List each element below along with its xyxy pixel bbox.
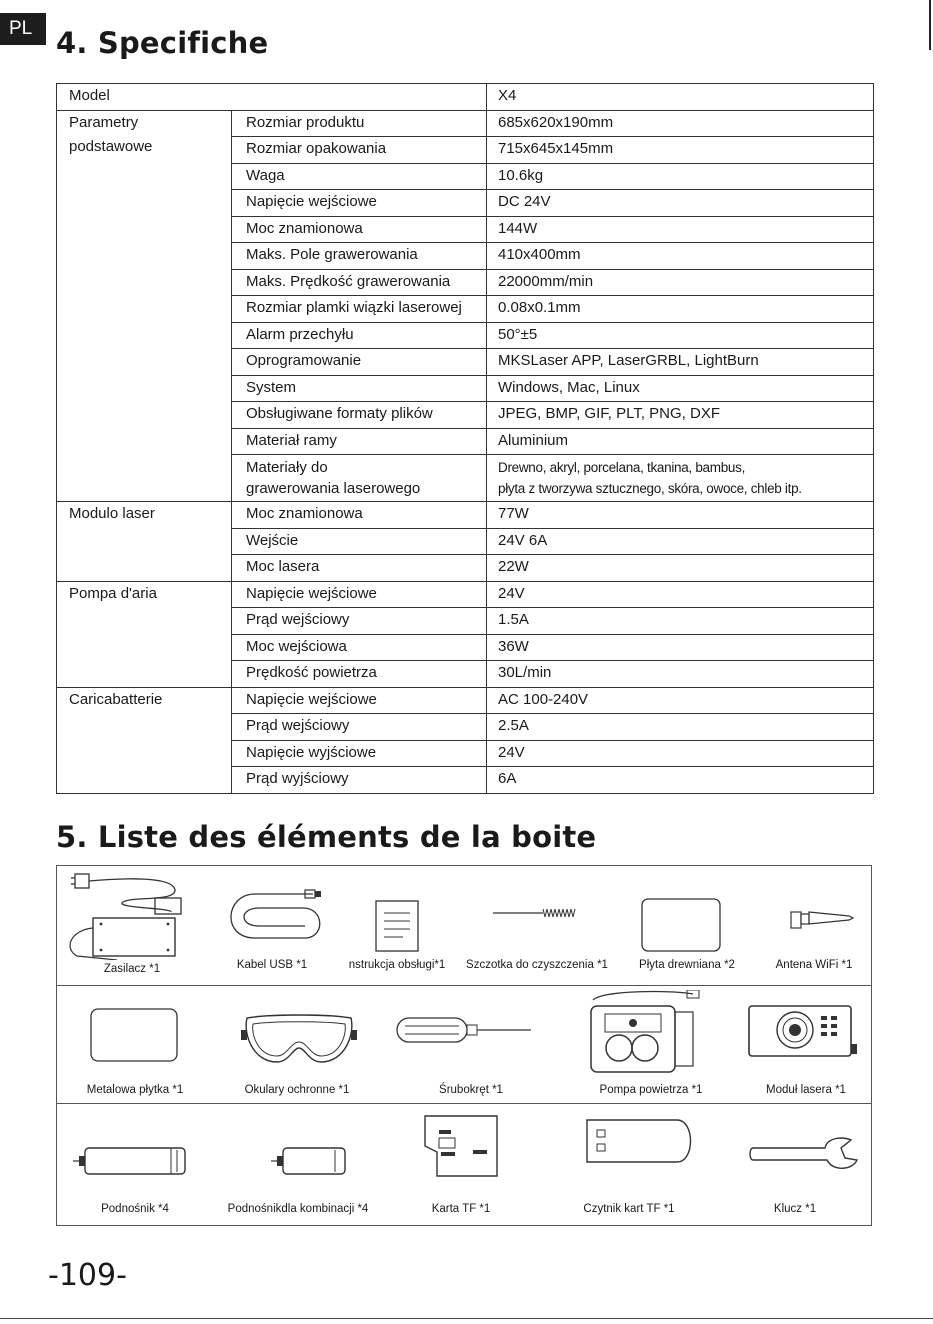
box-row-1 <box>57 866 871 986</box>
box-item-caption: Antena WiFi *1 <box>775 959 853 971</box>
spec-group-label: Parametry podstawowe <box>57 110 232 502</box>
spec-param-name: Napięcie wejściowe <box>232 687 487 714</box>
box-item-manual <box>337 866 457 986</box>
language-tab: PL <box>0 13 46 45</box>
page-edge-mark <box>929 0 931 50</box>
spec-param-name: Alarm przechyłu <box>232 322 487 349</box>
spec-param-name: Moc lasera <box>232 555 487 582</box>
box-item-caption: nstrukcja obsługi*1 <box>348 959 446 971</box>
spec-param-name: Materiały do grawerowania laserowego <box>232 455 487 502</box>
spec-param-value: 77W <box>487 502 874 529</box>
tf-card-icon <box>423 1114 499 1178</box>
cleaning-brush-icon <box>493 906 579 920</box>
model-value: X4 <box>487 84 874 111</box>
spec-param-name: Obsługiwane formaty plików <box>232 402 487 429</box>
spec-param-value: 10.6kg <box>487 163 874 190</box>
page-bottom-rule <box>0 1318 933 1319</box>
box-item-usb-cable <box>207 866 337 986</box>
spec-param-value: 22000mm/min <box>487 269 874 296</box>
specifications-table <box>56 83 874 794</box>
model-label: Model <box>57 84 487 111</box>
spec-param-value: JPEG, BMP, GIF, PLT, PNG, DXF <box>487 402 874 429</box>
spec-param-name: Maks. Pole grawerowania <box>232 243 487 270</box>
spec-param-name: Prąd wejściowy <box>232 608 487 635</box>
spec-param-name: Wejście <box>232 528 487 555</box>
box-item-caption: Pompa powietrza *1 <box>599 1084 703 1096</box>
spec-param-value: 2.5A <box>487 714 874 741</box>
spec-group-label: Caricabatterie <box>57 687 232 793</box>
spec-param-name: Prędkość powietrza <box>232 661 487 688</box>
air-pump-icon <box>583 990 719 1074</box>
spec-param-value: 0.08x0.1mm <box>487 296 874 323</box>
spec-param-value: 30L/min <box>487 661 874 688</box>
spec-param-name: Rozmiar plamki wiązki laserowej <box>232 296 487 323</box>
spec-param-value: MKSLaser APP, LaserGRBL, LightBurn <box>487 349 874 376</box>
box-item-wood-board <box>617 866 757 986</box>
wifi-antenna-icon <box>789 906 855 932</box>
box-item-metal-plate <box>57 986 213 1104</box>
spec-param-name: Napięcie wyjściowe <box>232 740 487 767</box>
spec-param-value: Windows, Mac, Linux <box>487 375 874 402</box>
box-item-wrench <box>719 1104 871 1225</box>
spec-param-name: Prąd wyjściowy <box>232 767 487 794</box>
box-item-safety-goggles <box>213 986 381 1104</box>
box-item-air-pump <box>561 986 741 1104</box>
laser-module-icon <box>745 1002 861 1062</box>
spec-param-value: 715x645x145mm <box>487 137 874 164</box>
box-item-laser-module <box>741 986 871 1104</box>
box-item-cleaning-brush <box>457 866 617 986</box>
spec-param-name: Materiał ramy <box>232 428 487 455</box>
spec-param-name: Oprogramowanie <box>232 349 487 376</box>
box-item-caption: Podnośnik *4 <box>101 1203 169 1215</box>
usb-cable-icon <box>215 886 327 946</box>
spec-param-value: AC 100-240V <box>487 687 874 714</box>
box-item-caption: Klucz *1 <box>773 1203 817 1215</box>
combo-riser-icon <box>271 1146 351 1176</box>
box-item-combo-riser <box>213 1104 383 1225</box>
spec-param-name: Rozmiar opakowania <box>232 137 487 164</box>
spec-param-value: Drewno, akryl, porcelana, tkanina, bambus, płyta z tworzywa sztucznego, skóra, owoce, chleb itp. <box>487 455 874 502</box>
screwdriver-icon <box>395 1016 535 1044</box>
spec-param-name: Napięcie wejściowe <box>232 581 487 608</box>
spec-param-name: Maks. Prędkość grawerowania <box>232 269 487 296</box>
spec-row <box>57 502 874 529</box>
box-item-card-reader <box>539 1104 719 1225</box>
box-row-3 <box>57 1104 871 1225</box>
box-item-wifi-antenna <box>757 866 871 986</box>
box-item-power-adapter <box>57 866 207 986</box>
spec-param-name: Prąd wejściowy <box>232 714 487 741</box>
specs-section-title: 4. Specifiche <box>56 26 269 60</box>
spec-param-value: 6A <box>487 767 874 794</box>
spec-param-name: Napięcie wejściowe <box>232 190 487 217</box>
box-item-caption: Kabel USB *1 <box>236 959 308 971</box>
power-adapter-icon <box>63 868 183 960</box>
spec-param-name: Rozmiar produktu <box>232 110 487 137</box>
wood-board-icon <box>641 898 721 952</box>
spec-group-label: Modulo laser <box>57 502 232 582</box>
box-item-caption: Moduł lasera *1 <box>766 1084 846 1096</box>
spec-row <box>57 581 874 608</box>
box-item-caption: Podnośnikdla kombinacji *4 <box>227 1203 369 1215</box>
box-contents-grid <box>56 865 872 1226</box>
box-item-caption: Szczotka do czyszczenia *1 <box>466 959 608 971</box>
page-number: -109- <box>48 1258 127 1293</box>
spec-group-label: Pompa d'aria <box>57 581 232 687</box>
card-reader-icon <box>585 1116 697 1166</box>
metal-plate-icon <box>90 1008 178 1062</box>
riser-icon <box>73 1146 195 1176</box>
manual-icon <box>375 900 419 952</box>
box-item-riser <box>57 1104 213 1225</box>
box-row-2 <box>57 986 871 1104</box>
spec-row-model <box>57 84 874 111</box>
box-item-tf-card <box>383 1104 539 1225</box>
box-item-caption: Okulary ochronne *1 <box>244 1084 350 1096</box>
spec-param-value: 50°±5 <box>487 322 874 349</box>
spec-param-value: 24V <box>487 740 874 767</box>
spec-param-value: 1.5A <box>487 608 874 635</box>
spec-param-value: Aluminium <box>487 428 874 455</box>
box-item-caption: Metalowa płytka *1 <box>86 1084 184 1096</box>
box-item-caption: Śrubokręt *1 <box>439 1084 503 1096</box>
spec-param-value: 24V 6A <box>487 528 874 555</box>
box-item-screwdriver <box>381 986 561 1104</box>
spec-param-value: 24V <box>487 581 874 608</box>
spec-param-name: Moc znamionowa <box>232 502 487 529</box>
spec-param-value: 22W <box>487 555 874 582</box>
box-item-caption: Zasilacz *1 <box>103 963 161 975</box>
box-contents-section-title: 5. Liste des éléments de la boite <box>56 820 597 854</box>
spec-param-value: 685x620x190mm <box>487 110 874 137</box>
box-item-caption: Karta TF *1 <box>431 1203 491 1215</box>
spec-row <box>57 687 874 714</box>
safety-goggles-icon <box>241 1014 357 1066</box>
spec-param-value: 36W <box>487 634 874 661</box>
spec-param-value: 410x400mm <box>487 243 874 270</box>
spec-row <box>57 110 874 137</box>
box-item-caption: Czytnik kart TF *1 <box>583 1203 675 1215</box>
spec-param-name: Moc wejściowa <box>232 634 487 661</box>
box-item-caption: Płyta drewniana *2 <box>639 959 735 971</box>
wrench-icon <box>749 1136 861 1172</box>
spec-param-name: System <box>232 375 487 402</box>
spec-param-name: Waga <box>232 163 487 190</box>
spec-param-name: Moc znamionowa <box>232 216 487 243</box>
spec-param-value: DC 24V <box>487 190 874 217</box>
spec-param-value: 144W <box>487 216 874 243</box>
